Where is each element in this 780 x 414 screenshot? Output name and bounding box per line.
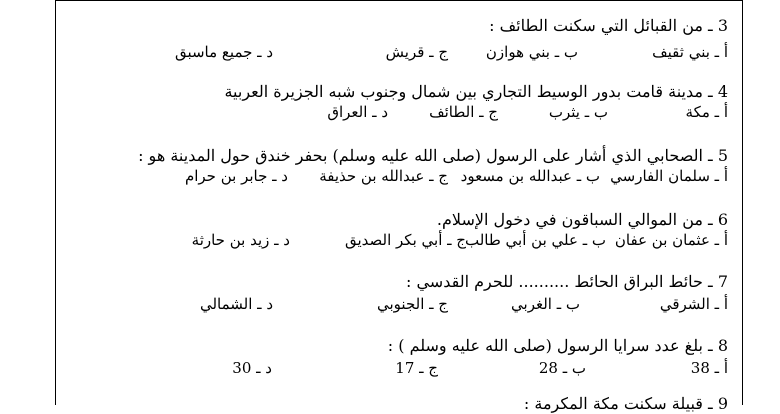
option-b: ب ـ الغربي [511, 295, 580, 313]
option-d: د ـ 30 [232, 359, 272, 377]
question-6 [70, 210, 728, 252]
page-border-top [55, 0, 742, 1]
option-c: ج ـ أبي بكر الصديق [344, 231, 466, 249]
option-a: أ ـ عثمان بن عفان [614, 231, 728, 249]
option-d: د ـ العراق [327, 103, 388, 121]
question-8 [70, 336, 728, 380]
option-b: ب ـ 28 [538, 359, 586, 377]
question-options [70, 166, 728, 188]
option-a: أ ـ 38 [690, 359, 728, 377]
question-options [70, 294, 728, 316]
option-b: ب ـ علي بن أبي طالب [464, 231, 606, 249]
option-a: أ ـ سلمان الفارسي [610, 167, 728, 185]
question-4 [70, 82, 728, 124]
option-c: ج ـ قريش [385, 43, 448, 61]
page-border-left [55, 0, 56, 405]
question-stem: 3 ـ من القبائل التي سكنت الطائف : [489, 16, 728, 35]
option-c: ج ـ 17 [395, 359, 438, 377]
option-c: ج ـ الطائف [429, 103, 498, 121]
question-options [70, 42, 728, 64]
question-5 [70, 146, 728, 188]
option-a: أ ـ مكة [685, 103, 728, 121]
question-options [70, 358, 728, 380]
question-stem: 4 ـ مدينة قامت بدور الوسيط التجاري بين شمال وجنوب شبه الجزيرة العربية [224, 82, 728, 101]
option-b: ب ـ بني هوازن [485, 43, 578, 61]
option-d: د ـ جميع ماسبق [174, 43, 273, 61]
option-d: د ـ الشمالي [199, 295, 273, 313]
question-stem: 8 ـ بلغ عدد سرايا الرسول (صلى الله عليه وسلم ) : [387, 336, 728, 355]
question-7 [70, 272, 728, 316]
option-d: د ـ زيد بن حارثة [191, 231, 290, 249]
option-a: أ ـ الشرقي [659, 295, 728, 313]
question-stem: 9 ـ قبيلة سكنت مكة المكرمة : [523, 394, 728, 413]
option-d: د ـ جابر بن حرام [184, 167, 288, 185]
option-c: ج ـ عبدالله بن حذيفة [319, 167, 448, 185]
page-border-right [742, 0, 743, 405]
option-b: ب ـ عبدالله بن مسعود [460, 167, 600, 185]
option-a: أ ـ بني ثقيف [652, 43, 728, 61]
option-b: ب ـ يثرب [548, 103, 608, 121]
question-stem: 6 ـ من الموالي السباقون في دخول الإسلام. [436, 210, 728, 229]
question-stem: 5 ـ الصحابي الذي أشار على الرسول (صلى الله عليه وسلم) بحفر خندق حول المدينة هو : [138, 146, 728, 165]
question-stem: 7 ـ حائط البراق الحائط .......... للحرم القدسي : [405, 272, 728, 291]
question-9 [70, 394, 728, 414]
option-c: ج ـ الجنوبي [377, 295, 448, 313]
question-3 [70, 16, 728, 64]
question-options [70, 230, 728, 252]
question-options [70, 102, 728, 124]
